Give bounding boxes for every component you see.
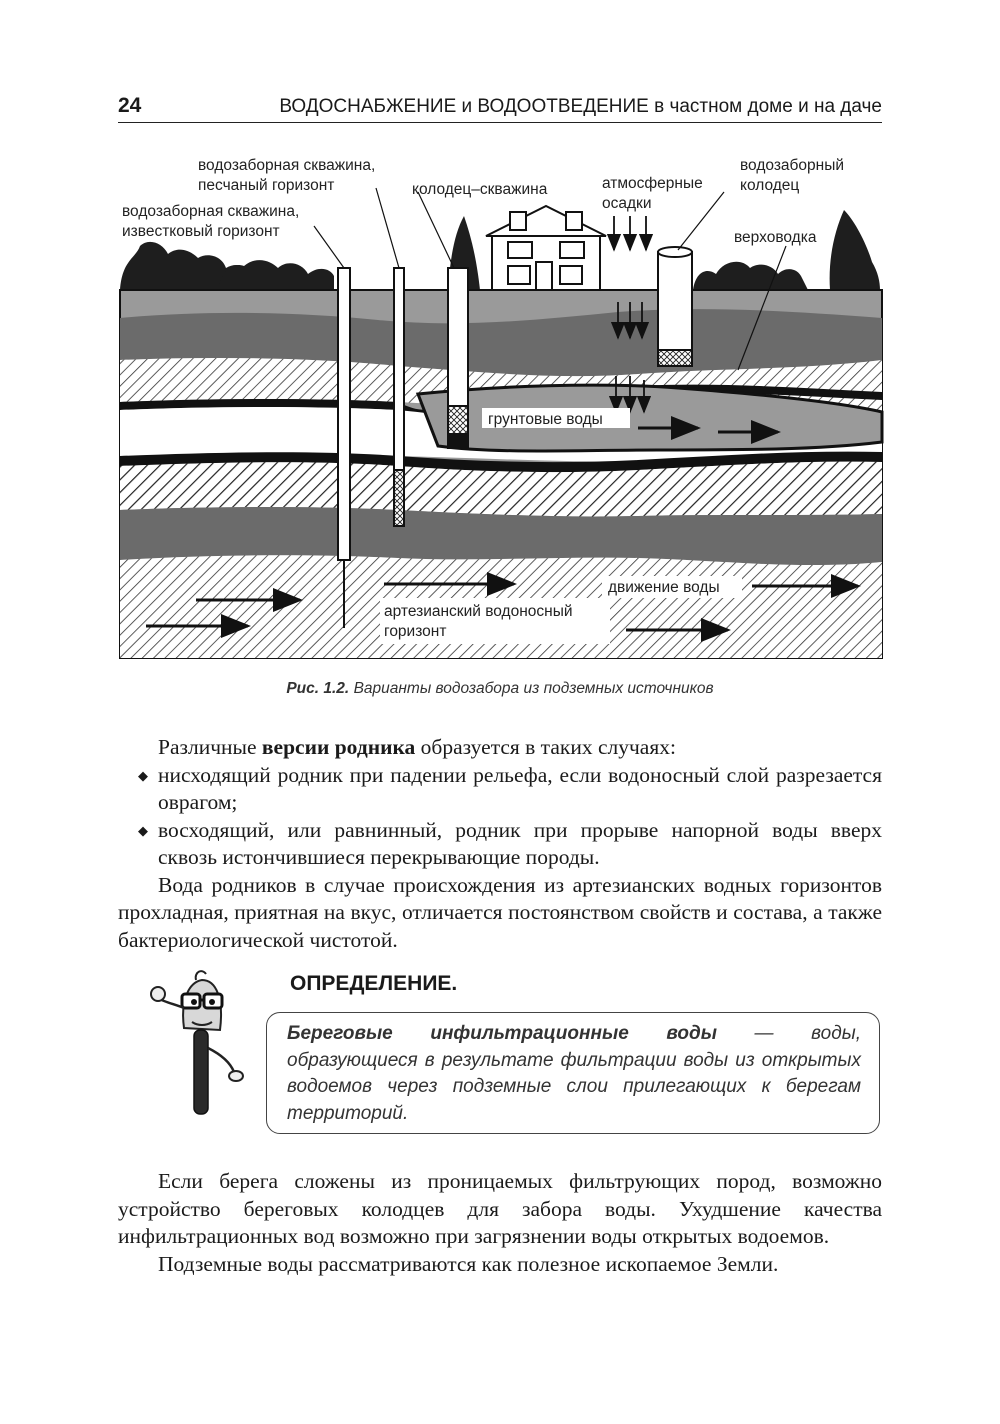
label-groundwater: грунтовые воды bbox=[488, 411, 603, 428]
intake-well bbox=[658, 247, 692, 366]
label-intake-well-1: водозаборный bbox=[740, 157, 845, 174]
mascot-illustration bbox=[150, 968, 250, 1128]
label-artesian-2: горизонт bbox=[384, 623, 447, 640]
bullet-item-2 bbox=[118, 817, 882, 872]
definition-title: ОПРЕДЕЛЕНИЕ. bbox=[290, 972, 458, 995]
closing-paragraph-2: Подземные воды рассматриваются как полезное ископаемое Земли. bbox=[158, 1251, 779, 1276]
label-well-sand-1: водозаборная скважина, bbox=[198, 157, 376, 174]
label-precip-1: атмосферные bbox=[602, 175, 703, 192]
caption-number: Рис. 1.2. bbox=[286, 680, 350, 697]
label-precip-2: осадки bbox=[602, 195, 652, 212]
bullet-icon: ◆ bbox=[138, 767, 148, 783]
well-limestone bbox=[338, 268, 350, 560]
label-well-sand-2: песчаный горизонт bbox=[198, 177, 335, 194]
bushes-right bbox=[693, 262, 808, 290]
closing-text bbox=[118, 1168, 882, 1278]
bullet-text-2: восходящий, или равнинный, родник при прорыве напорной воды вверх сквозь истончившиеся перекрывающие породы. bbox=[158, 817, 882, 869]
house bbox=[486, 206, 606, 290]
running-title: ВОДОСНАБЖЕНИЕ и ВОДООТВЕДЕНИЕ в частном доме и на даче bbox=[279, 96, 882, 117]
closing-paragraph-1: Если берега сложены из проницаемых фильтрующих пород, возможно устройство береговых колодцев для забора воды. Ухудшение качества инфильтрационных вод возможно при загрязнении воды открытых водоемов. bbox=[118, 1169, 882, 1248]
label-artesian-1: артезианский водоносный bbox=[384, 603, 573, 620]
label-perched-water: верховодка bbox=[734, 229, 817, 246]
label-water-movement: движение воды bbox=[608, 579, 720, 596]
bullet-item-1 bbox=[118, 762, 882, 817]
body-text bbox=[118, 734, 882, 954]
label-intake-well-2: колодец bbox=[740, 177, 800, 194]
springs-paragraph: Вода родников в случае происхождения из артезианских водных горизонтов прохладная, приятная на вкус, отличается постоянством свойств и состава, а также бактериологической чистотой. bbox=[118, 872, 882, 952]
label-kolodets-skvazhina: колодец–скважина bbox=[412, 181, 548, 198]
groundwater-diagram bbox=[118, 150, 884, 660]
page-header bbox=[118, 92, 882, 123]
treeline-mid bbox=[218, 260, 334, 290]
intro-bold: версии родника bbox=[261, 735, 416, 759]
page-number: 24 bbox=[118, 94, 142, 117]
intro-after: образуется в таких случаях: bbox=[415, 735, 676, 759]
definition-text: — воды, образующиеся в результате фильтрации воды из открытых водоемов через подземные слои прилегающих к берегам территорий. bbox=[287, 1023, 861, 1124]
definition-term: Береговые инфильтрационные воды bbox=[287, 1023, 717, 1044]
intro-paragraph bbox=[118, 734, 882, 762]
bullet-text-1: нисходящий родник при падении рельефа, если водоносный слой разрезается оврагом; bbox=[158, 762, 882, 814]
bullet-icon: ◆ bbox=[138, 822, 148, 838]
intro-before: Различные bbox=[158, 735, 262, 759]
tree-right bbox=[830, 210, 880, 290]
figure-caption bbox=[0, 680, 1000, 698]
label-well-lime-1: водозаборная скважина, bbox=[122, 203, 300, 220]
caption-text: Варианты водозабора из подземных источников bbox=[353, 680, 714, 697]
definition-box bbox=[266, 1012, 880, 1134]
label-well-lime-2: известковый горизонт bbox=[122, 223, 280, 240]
